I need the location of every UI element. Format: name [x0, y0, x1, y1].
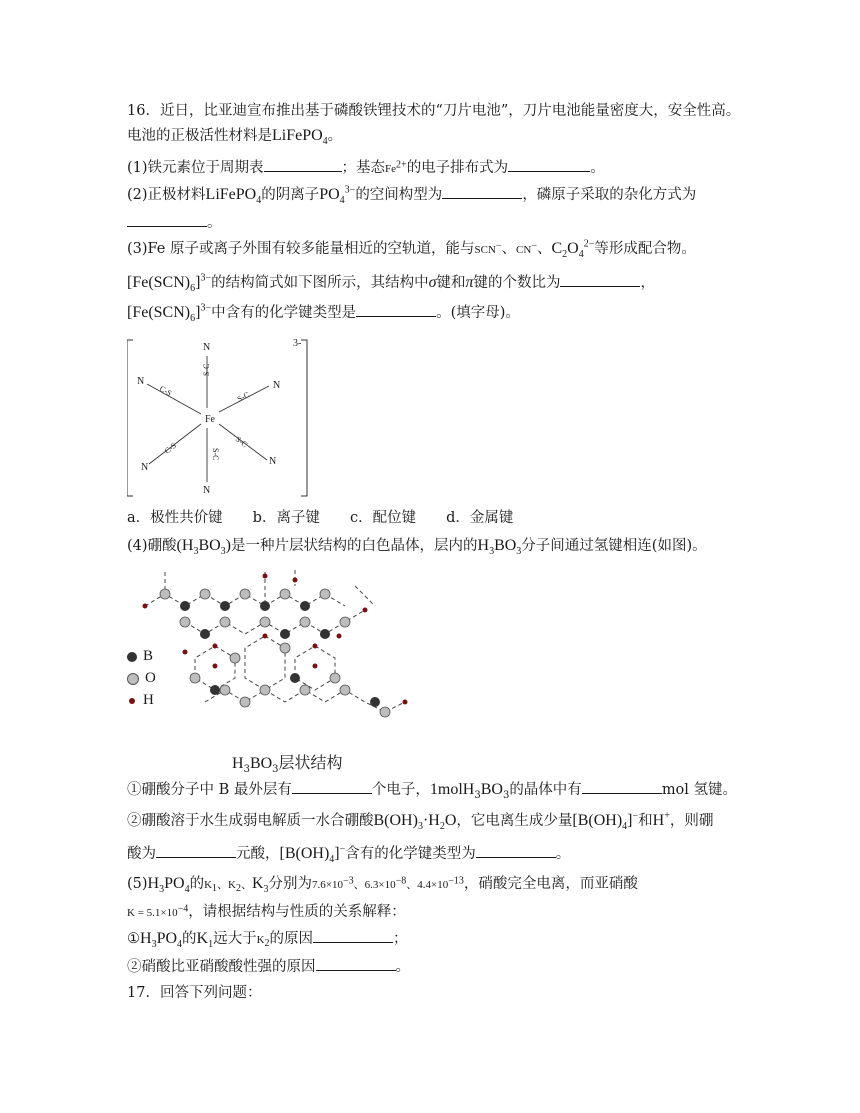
- legend-h: H: [127, 692, 154, 709]
- svg-text:N: N: [141, 462, 149, 473]
- complex-charge-label: 3-: [293, 338, 302, 349]
- q16-options: [127, 508, 513, 528]
- complex-formula: $[Fe(SCN)_6]^{3-}$: [127, 302, 212, 325]
- q16-part4: (4)硼酸$(H_3BO_3)$是一种片层状结构的白色晶体，层内的$H_3BO_3$分子间通过氢键相连(如图)。: [127, 537, 707, 558]
- lifepo4-formula: LiFePO$_4$: [272, 127, 328, 148]
- fe2-ion: $Fe^{2+}$: [385, 159, 407, 175]
- answer-blank[interactable]: [127, 212, 207, 227]
- svg-text:N: N: [269, 456, 277, 467]
- answer-blank[interactable]: [264, 157, 342, 172]
- option-c[interactable]: c．配位键: [349, 510, 417, 526]
- h3bo3-formula: $H_3BO_3$: [477, 537, 522, 558]
- q16-sub2: ②硼酸溶于水生成弱电解质一水合硼酸$B(OH)_3\cdot H_2O$，它电离生成少量$[B(OH)_4]^-$和H+，则硼: [127, 810, 714, 833]
- q16-sub2-cont: 酸为 元酸，$[B(OH)_4]^-$含有的化学键类型为 。: [127, 843, 571, 866]
- sigma-symbol: σ: [428, 274, 437, 291]
- figure-caption: $H_3BO_3$层状结构: [232, 753, 343, 776]
- legend-o: O: [127, 670, 156, 687]
- svg-text:N: N: [203, 485, 211, 496]
- intro-end: 。: [327, 128, 343, 144]
- svg-text:S-C: S-C: [235, 389, 251, 404]
- answer-blank[interactable]: [156, 843, 236, 858]
- answer-blank[interactable]: [292, 779, 372, 794]
- svg-text:N: N: [203, 342, 211, 353]
- svg-text:S-C: S-C: [233, 434, 250, 450]
- svg-text:N: N: [137, 376, 145, 387]
- q16-part2-cont: 。: [127, 212, 222, 233]
- answer-blank[interactable]: [313, 928, 393, 943]
- q16-part3-line2: $[Fe(SCN)_6]^{3-}$的结构简式如下图所示，其结构中σ键和π键的个数比为 ，: [127, 272, 655, 295]
- answer-blank[interactable]: [476, 843, 556, 858]
- option-b[interactable]: b．离子键: [252, 510, 320, 526]
- svg-text:S-C: S-C: [202, 363, 211, 376]
- svg-text:S-C: S-C: [211, 448, 220, 461]
- q16-part3-line1: (3)Fe 原子或离子外围有较多能量相近的空轨道，能与SCN−、CN−、$C_2O_4^{2-}$等形成配合物。: [127, 238, 696, 261]
- svg-text:C-S: C-S: [162, 440, 179, 456]
- boric-acid-layer-diagram: [125, 566, 415, 726]
- q16-intro-line1: 16．近日，比亚迪宣布推出基于磷酸铁锂技术的“刀片电池”，刀片电池能量密度大，安全性高。: [127, 103, 741, 119]
- q16-part2: (2)正极材料LiFePO$_4$的阴离子$PO_4^{3-}$的空间构型为 ，磷原子采取的杂化方式为: [127, 184, 697, 207]
- legend-b: B: [127, 648, 153, 665]
- pi-symbol: π: [465, 274, 474, 291]
- svg-text:N: N: [273, 380, 281, 391]
- q16-sub1: ①硼酸分子中 B 最外层有 个电子，$1molH_3BO_3$的晶体中有 mol 氢键。: [127, 781, 738, 801]
- q16-part5-cont: $K = 5.1\times 10^{-4}$，请根据结构与性质的关系解释：: [127, 903, 406, 920]
- intro-text: 电池的正极活性材料是: [127, 128, 272, 144]
- answer-blank[interactable]: [560, 272, 640, 287]
- scn-ion: SCN−: [474, 240, 502, 256]
- fe-center-label: Fe: [205, 414, 215, 425]
- answer-blank[interactable]: [356, 302, 436, 317]
- po4-anion: $PO_4^{3-}$: [319, 184, 356, 207]
- q16-part3-line3: $[Fe(SCN)_6]^{3-}$中含有的化学键类型是 。(填字母)。: [127, 302, 520, 325]
- q16-part1: (1)铁元素位于周期表 ；基态$Fe^{2+}$的电子排布式为 。: [127, 157, 605, 179]
- answer-blank[interactable]: [508, 157, 590, 172]
- cn-ion: CN−: [516, 240, 537, 256]
- h3bo3-formula: $(H_3BO_3)$: [176, 537, 231, 558]
- fe-scn-complex-diagram: [127, 336, 317, 500]
- answer-blank[interactable]: [442, 184, 522, 199]
- q17-title: 17．回答下列问题：: [127, 985, 262, 1001]
- option-a[interactable]: a．极性共价键: [127, 510, 223, 526]
- q16-part5-r2: ②硝酸比亚硝酸酸性强的原因 。: [127, 956, 410, 977]
- option-d[interactable]: d．金属键: [446, 510, 514, 526]
- oxalate-ion: $C_2O_4^{2-}$: [551, 238, 595, 261]
- answer-blank[interactable]: [582, 779, 662, 794]
- lifepo4-formula: LiFePO$_4$: [205, 186, 262, 207]
- svg-text:C-S: C-S: [158, 383, 174, 398]
- q16-intro-line2: [127, 126, 342, 146]
- answer-blank[interactable]: [316, 956, 396, 971]
- complex-formula: $[Fe(SCN)_6]^{3-}$: [127, 272, 212, 295]
- q16-part5: $(5)H_3PO_4$的$K_1$、$K_2$、$K_3$分别为$7.6\times 10^{-3}$、$6.3\times 10^{-8}$、$4.4\times 10^{-13}$，硝酸完全电离，而亚硝酸: [127, 875, 638, 896]
- q16-part5-r1: $①H_3PO_4$的$K_1$远大于$K_2$的原因 ；: [127, 930, 408, 951]
